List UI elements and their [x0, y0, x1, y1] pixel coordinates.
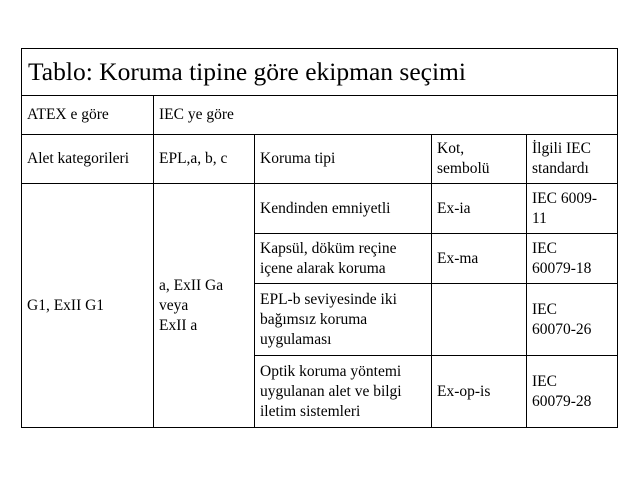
- title-row: [22, 49, 618, 96]
- subheader-atex: ATEX e göre: [22, 96, 154, 135]
- symbol-cell: [432, 284, 527, 356]
- header-category: Alet kategorileri: [22, 135, 154, 184]
- standard-cell: IEC 6009- 11: [527, 184, 618, 234]
- protection-cell: Kendinden emniyetli: [255, 184, 432, 234]
- epl-value: a, ExII Ga veya ExII a: [154, 184, 255, 428]
- standard-cell: IEC 60070-26: [527, 284, 618, 356]
- symbol-cell: Ex-ma: [432, 234, 527, 284]
- header-symbol: Kot, sembolü: [432, 135, 527, 184]
- header-standard: İlgili IEC standardı: [527, 135, 618, 184]
- subheader-row: [22, 96, 618, 135]
- category-value: G1, ExII G1: [22, 184, 154, 428]
- protection-cell: Kapsül, döküm reçine içene alarak koruma: [255, 234, 432, 284]
- header-protection-type: Koruma tipi: [255, 135, 432, 184]
- table-title: Tablo: Koruma tipine göre ekipman seçimi: [22, 49, 618, 96]
- protection-cell: Optik koruma yöntemi uygulanan alet ve bilgi iletim sistemleri: [255, 356, 432, 428]
- column-header-row: [22, 135, 618, 184]
- symbol-cell: Ex-ia: [432, 184, 527, 234]
- standard-cell: IEC 60079-28: [527, 356, 618, 428]
- protection-type-table: [21, 48, 618, 428]
- standard-cell: IEC 60079-18: [527, 234, 618, 284]
- header-epl: EPL,a, b, c: [154, 135, 255, 184]
- subheader-iec: IEC ye göre: [154, 96, 618, 135]
- table-row: [22, 184, 618, 234]
- protection-cell: EPL-b seviyesinde iki bağımsız koruma uygulaması: [255, 284, 432, 356]
- symbol-cell: Ex-op-is: [432, 356, 527, 428]
